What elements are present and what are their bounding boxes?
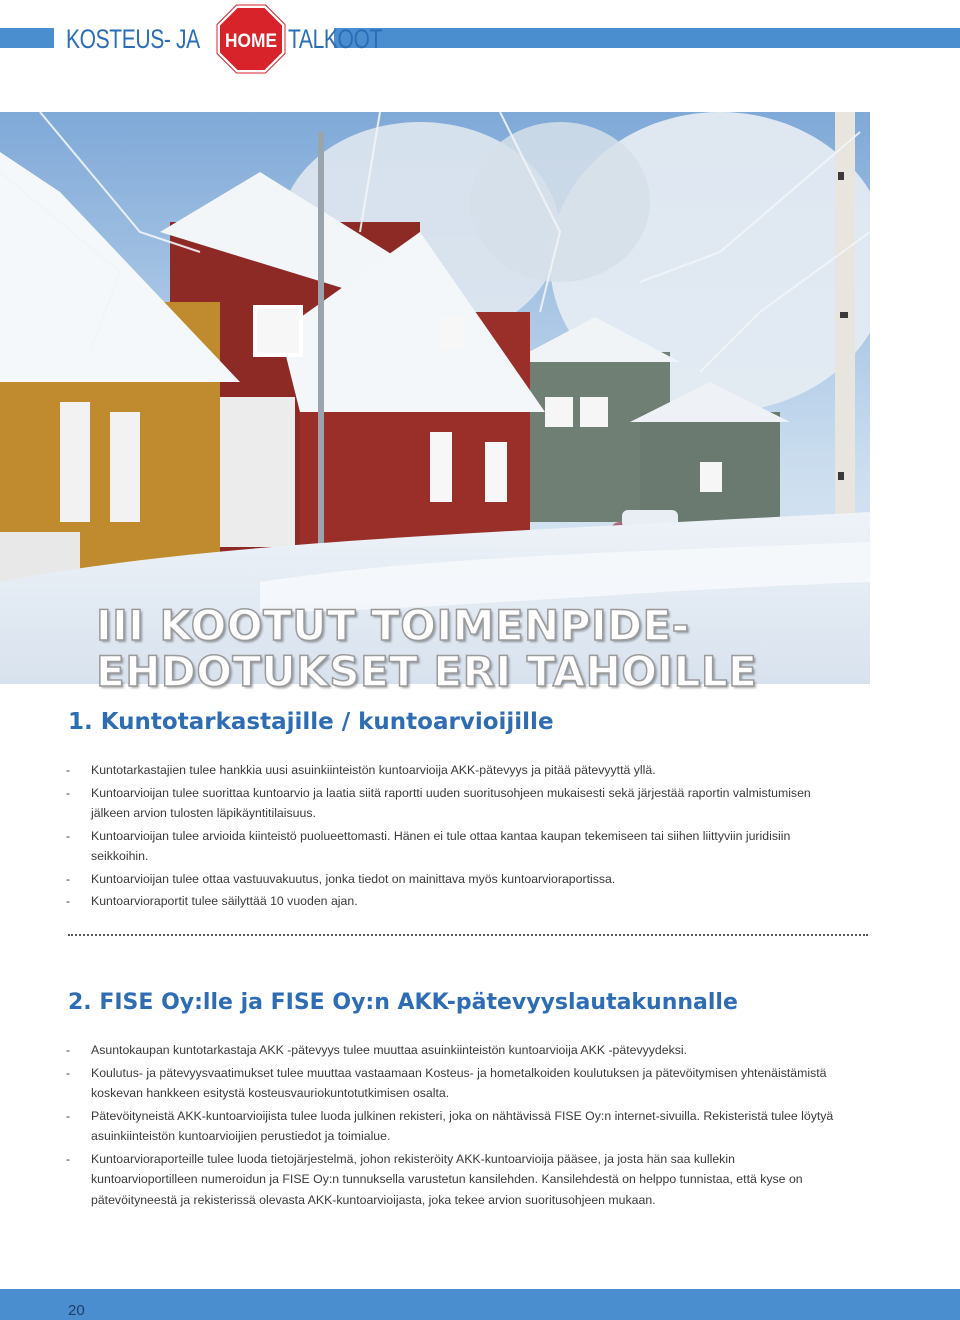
hero-title-line-2: EHDOTUKSET ERI TAHOILLE [96, 647, 758, 696]
bullet-dash: - [66, 871, 71, 886]
snowy-houses-photo [0, 112, 870, 684]
bullet-dash: - [66, 785, 71, 800]
list-item-text: Pätevöityneistä AKK-kuntoarvioijista tulee luoda julkinen rekisteri, joka on nähtävissä FISE Oy:n internet-sivuilla. Rekisteristä tulee löytyä asuinkiinteistön kuntoarvioijien perustiedot ja toimialue. [91, 1108, 834, 1143]
page-number: 20 [68, 1302, 85, 1319]
bullet-dash: - [66, 828, 71, 843]
hero-title [96, 603, 876, 695]
header-band-left [0, 28, 54, 48]
list-item-text: Kuntoarvioijan tulee arvioida kiinteistö puolueettomasti. Hänen ei tule ottaa kantaa kaupan tekemiseen tai siihen liittyviin juridisiin seikkoihin. [91, 828, 791, 863]
bullet-dash: - [66, 1065, 71, 1080]
list-item [66, 1149, 836, 1211]
list-item [66, 891, 836, 912]
logo-word-left: KOSTEUS- JA [66, 23, 200, 54]
list-item [66, 760, 836, 781]
list-item-text: Asuntokaupan kuntotarkastaja AKK -pätevyys tulee muuttaa asuinkiinteistön kuntoarvioija AKK -pätevyydeksi. [91, 1043, 688, 1057]
list-item-text: Kuntoarvioraporteille tulee luoda tietojärjestelmä, johon rekisteröity AKK-kuntoarvioija pääsee, ja josta hän saa kullekin kuntoarvioportilleen numeroidun ja FISE Oy:n tunnuksella varustetun kansilehden. Kansilehdestä on helppo tunnistaa, että kyse on pätevöityneestä ja rekisterissä olevasta AKK-kuntoarvioijasta, joka tekee arvion suoritusohjeen mukaan. [91, 1151, 803, 1207]
logo-word-right: TALKOOT [287, 23, 382, 54]
list-item-text: Kuntotarkastajien tulee hankkia uusi asuinkiinteistön kuntoarvioija AKK-pätevyys ja pitää pätevyyttä yllä. [91, 763, 656, 777]
bullet-dash: - [66, 1043, 71, 1057]
section-2-heading: 2. FISE Oy:lle ja FISE Oy:n AKK-pätevyyslautakunnalle [68, 990, 738, 1015]
footer-band [0, 1289, 960, 1320]
section-2-list [66, 1040, 836, 1212]
list-item [66, 1040, 836, 1061]
list-item [66, 869, 836, 890]
list-item-text: Kuntoarvioijan tulee suorittaa kuntoarvio ja laatia siitä raportti uuden suoritusohjeen mukaisesti sekä järjestää raportin valmistumisen jälkeen arvion tulosten läpikäyntitilaisuus. [91, 785, 811, 820]
logo [66, 4, 408, 74]
list-item-text: Kuntoarvioraportit tulee säilyttää 10 vuoden ajan. [91, 894, 358, 908]
bullet-dash: - [66, 1108, 71, 1123]
header-band-right [334, 28, 960, 48]
bullet-dash: - [66, 1151, 71, 1166]
list-item-text: Koulutus- ja pätevyysvaatimukset tulee muuttaa vastaamaan Kosteus- ja hometalkoiden koulutuksen ja pätevöitymisen yhtenäistämistä koskevan hankkeen esitystä kosteusvauriokuntotutkimisen osalta. [91, 1065, 827, 1100]
list-item [66, 826, 836, 867]
dotted-divider [68, 934, 868, 936]
stop-sign-icon [216, 4, 286, 74]
hero-title-line-1: III KOOTUT TOIMENPIDE- [96, 601, 690, 650]
logo-sign-text: HOME [224, 31, 277, 52]
list-item-text: Kuntoarvioijan tulee ottaa vastuuvakuutus, jonka tiedot on mainittava myös kuntoarvioraportissa. [91, 871, 616, 886]
bullet-dash: - [66, 894, 71, 908]
list-item [66, 1106, 836, 1147]
list-item [66, 1063, 836, 1104]
list-item [66, 783, 836, 824]
section-1-heading: 1. Kuntotarkastajille / kuntoarvioijille [68, 709, 554, 735]
bullet-dash: - [66, 763, 71, 777]
section-1-list [66, 760, 836, 914]
